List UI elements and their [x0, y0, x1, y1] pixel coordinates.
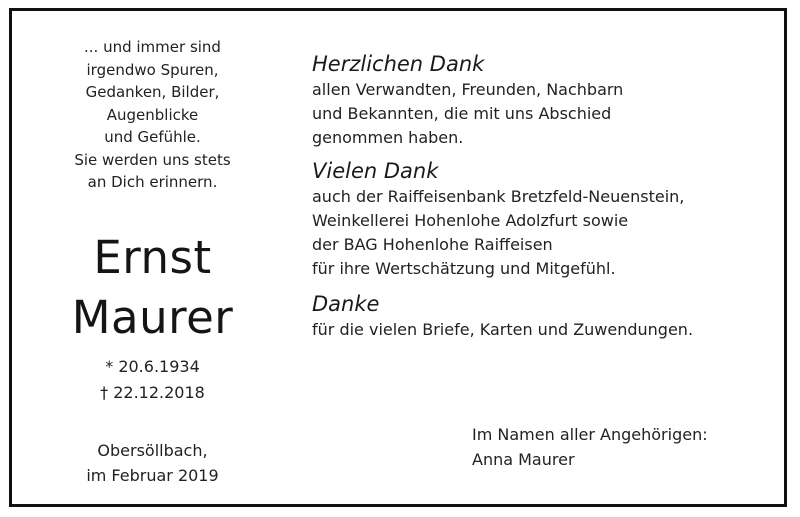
place-and-date — [30, 438, 275, 488]
birth-date: * 20.6.1934 — [105, 356, 200, 376]
thanks-text — [312, 185, 772, 281]
left-column — [30, 36, 275, 488]
thanks-block — [312, 290, 772, 342]
thanks-heading: Herzlichen Dank — [312, 52, 485, 76]
thanks-line: der BAG Hohenlohe Raiffeisen — [312, 235, 553, 254]
deceased-name — [30, 228, 275, 348]
thanks-block — [312, 50, 772, 150]
death-date: † 22.12.2018 — [100, 382, 205, 402]
poem-line: Augenblicke — [106, 105, 199, 124]
thanks-line: Weinkellerei Hohenlohe Adolzfurt sowie — [312, 211, 629, 230]
poem-line: ... und immer sind — [84, 38, 221, 56]
signature-block — [472, 422, 708, 472]
signature-name: Anna Maurer — [472, 450, 575, 469]
thanks-text — [312, 78, 772, 150]
thanks-heading: Vielen Dank — [312, 159, 439, 183]
thanks-column — [312, 50, 772, 342]
poem-line: Gedanken, Bilder, — [85, 83, 220, 101]
thanks-line: genommen haben. — [312, 128, 464, 147]
poem-line: irgendwo Spuren, — [86, 60, 219, 79]
poem-line: an Dich erinnern. — [87, 173, 218, 191]
life-dates — [30, 354, 275, 406]
poem-line: und Gefühle. — [104, 128, 201, 146]
thanks-line: für ihre Wertschätzung und Mitgefühl. — [312, 259, 616, 278]
poem-line: Sie werden uns stets — [74, 150, 231, 169]
date: im Februar 2019 — [86, 465, 219, 485]
memorial-poem — [30, 36, 275, 194]
thanks-heading: Danke — [312, 292, 380, 316]
thanks-text — [312, 318, 772, 342]
thanks-line: auch der Raiffeisenbank Bretzfeld-Neuenstein, — [312, 187, 685, 206]
thanks-block — [312, 157, 772, 281]
deceased-last-name: Maurer — [71, 290, 234, 344]
deceased-first-name: Ernst — [93, 230, 212, 284]
thanks-line: und Bekannten, die mit uns Abschied — [312, 104, 612, 123]
place: Obersöllbach, — [97, 440, 208, 460]
thanks-line: für die vielen Briefe, Karten und Zuwendungen. — [312, 320, 694, 339]
signature-intro: Im Namen aller Angehörigen: — [472, 425, 708, 444]
thanks-line: allen Verwandten, Freunden, Nachbarn — [312, 80, 624, 99]
